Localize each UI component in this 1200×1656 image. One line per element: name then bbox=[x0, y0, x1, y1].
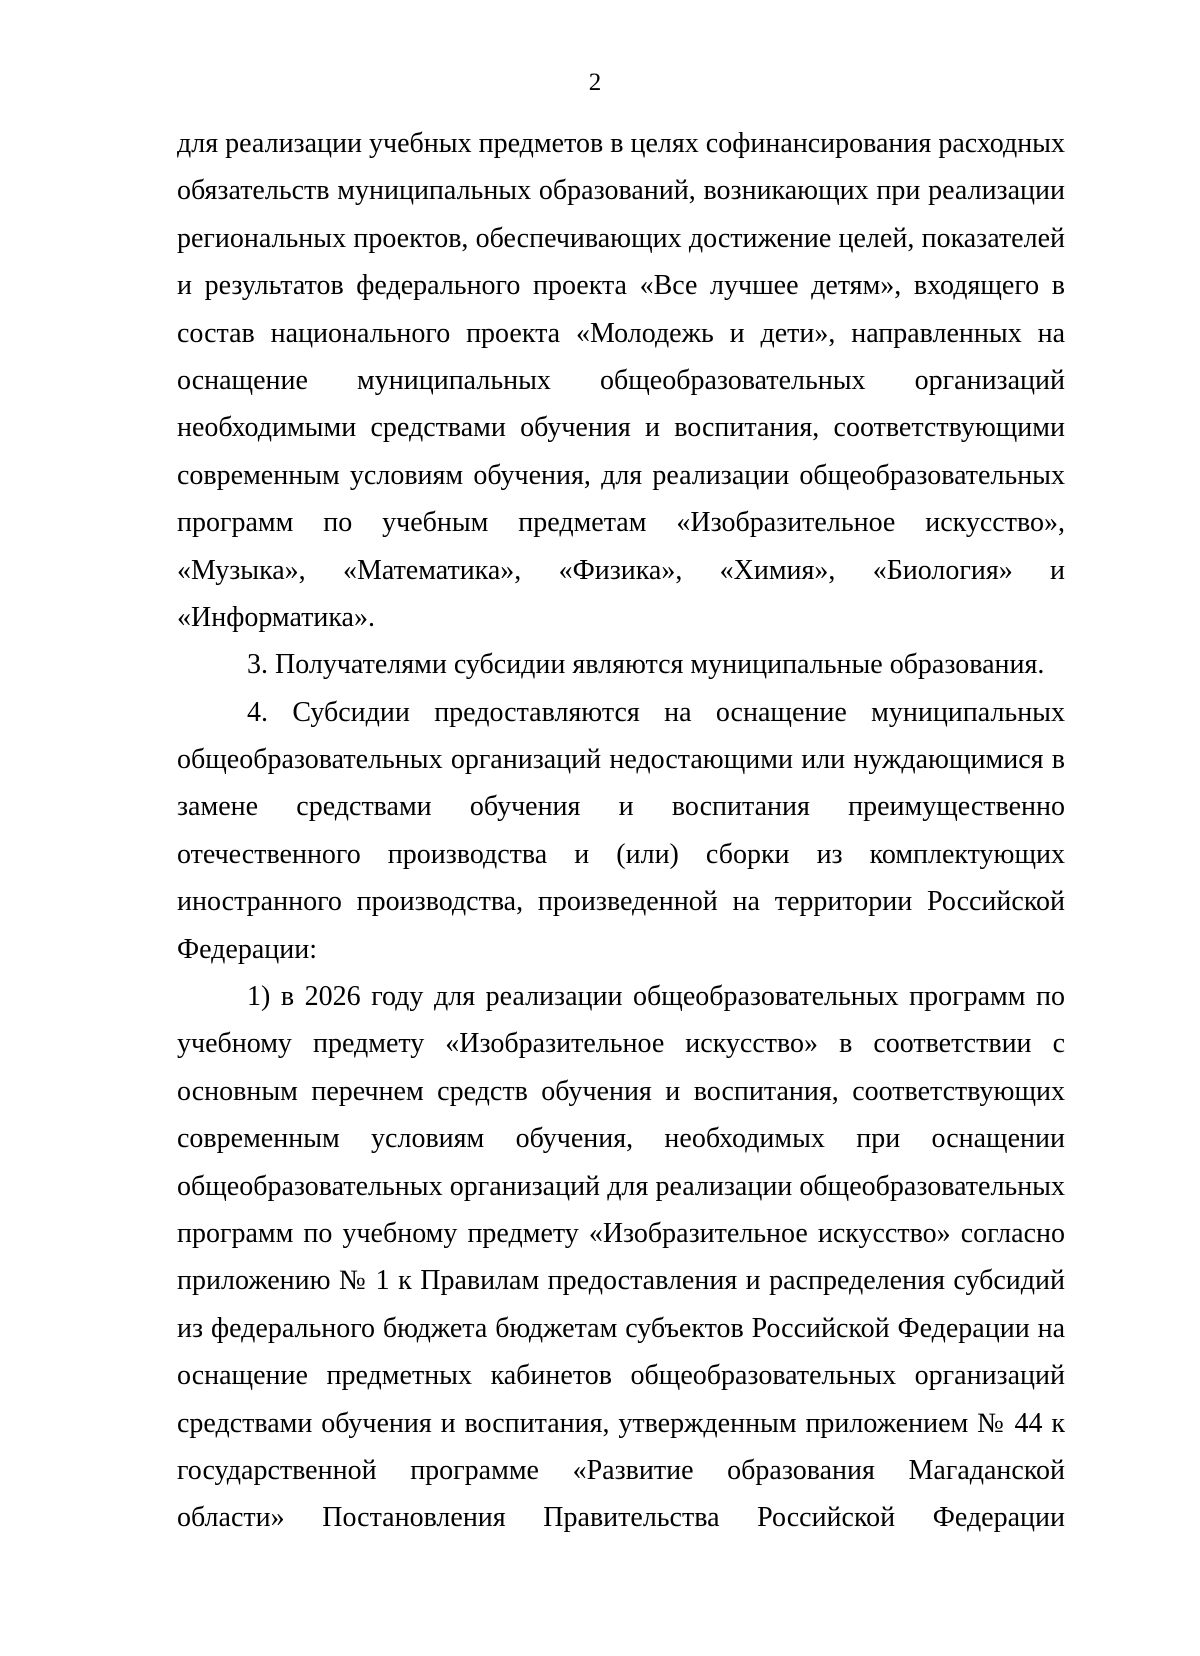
text-line: состав национального проекта «Молодежь и дети», направленных на bbox=[177, 317, 1065, 349]
text-line: приложению № 1 к Правилам предоставления и распределения субсидий bbox=[177, 1265, 1065, 1297]
text-line: региональных проектов, обеспечивающих достижение целей, показателей bbox=[177, 222, 1065, 254]
text-line: области» Постановления Правительства Российской Федерации bbox=[177, 1502, 1065, 1534]
text-line: Федерации: bbox=[177, 933, 318, 965]
text-line: программ по учебному предмету «Изобразительное искусство» согласно bbox=[177, 1217, 1065, 1249]
paragraph-continuation bbox=[177, 120, 1065, 641]
text-line: 1) в 2026 году для реализации общеобразовательных программ по bbox=[247, 981, 1065, 1013]
text-line: из федерального бюджета бюджетам субъектов Российской Федерации на bbox=[177, 1312, 1065, 1344]
text-line: учебному предмету «Изобразительное искусство» в соответствии с bbox=[177, 1028, 1065, 1060]
text-line: «Музыка», «Математика», «Физика», «Химия», «Биология» и bbox=[177, 554, 1065, 586]
page-number: 2 bbox=[588, 69, 602, 96]
text-line: программ по учебным предметам «Изобразительное искусство», bbox=[177, 507, 1065, 539]
text-line: государственной программе «Развитие образования Магаданской bbox=[177, 1454, 1065, 1486]
text-line: для реализации учебных предметов в целях софинансирования расходных bbox=[177, 128, 1065, 159]
paragraph-item-3 bbox=[177, 641, 1065, 688]
text-line: основным перечнем средств обучения и воспитания, соответствующих bbox=[177, 1075, 1065, 1107]
text-line: необходимыми средствами обучения и воспитания, соответствующими bbox=[177, 412, 1065, 444]
text-line: замене средствами обучения и воспитания преимущественно bbox=[177, 791, 1065, 823]
text-line: современным условиям обучения, необходимых при оснащении bbox=[177, 1123, 1065, 1155]
document-body bbox=[177, 120, 1065, 1542]
text-line: 4. Субсидии предоставляются на оснащение муниципальных bbox=[247, 696, 1065, 728]
paragraph-subitem-1 bbox=[177, 973, 1065, 1542]
text-line: общеобразовательных организаций для реализации общеобразовательных bbox=[177, 1170, 1065, 1202]
text-line: средствами обучения и воспитания, утвержденным приложением № 44 к bbox=[177, 1407, 1065, 1439]
text-line: обязательств муниципальных образований, возникающих при реализации bbox=[177, 175, 1065, 207]
text-line: общеобразовательных организаций недостающими или нуждающимися в bbox=[177, 744, 1065, 776]
paragraph-item-4 bbox=[177, 689, 1065, 973]
text-line: оснащение муниципальных общеобразовательных организаций bbox=[177, 364, 1065, 396]
text-line: оснащение предметных кабинетов общеобразовательных организаций bbox=[177, 1360, 1065, 1392]
text-line: «Информатика». bbox=[177, 601, 375, 633]
text-line: современным условиям обучения, для реализации общеобразовательных bbox=[177, 459, 1065, 491]
text-line: 3. Получателями субсидии являются муниципальные образования. bbox=[247, 649, 1045, 681]
text-line: и результатов федерального проекта «Все лучшее детям», входящего в bbox=[177, 270, 1065, 302]
text-line: иностранного производства, произведенной на территории Российской bbox=[177, 886, 1065, 918]
text-line: отечественного производства и (или) сборки из комплектующих bbox=[177, 838, 1065, 870]
